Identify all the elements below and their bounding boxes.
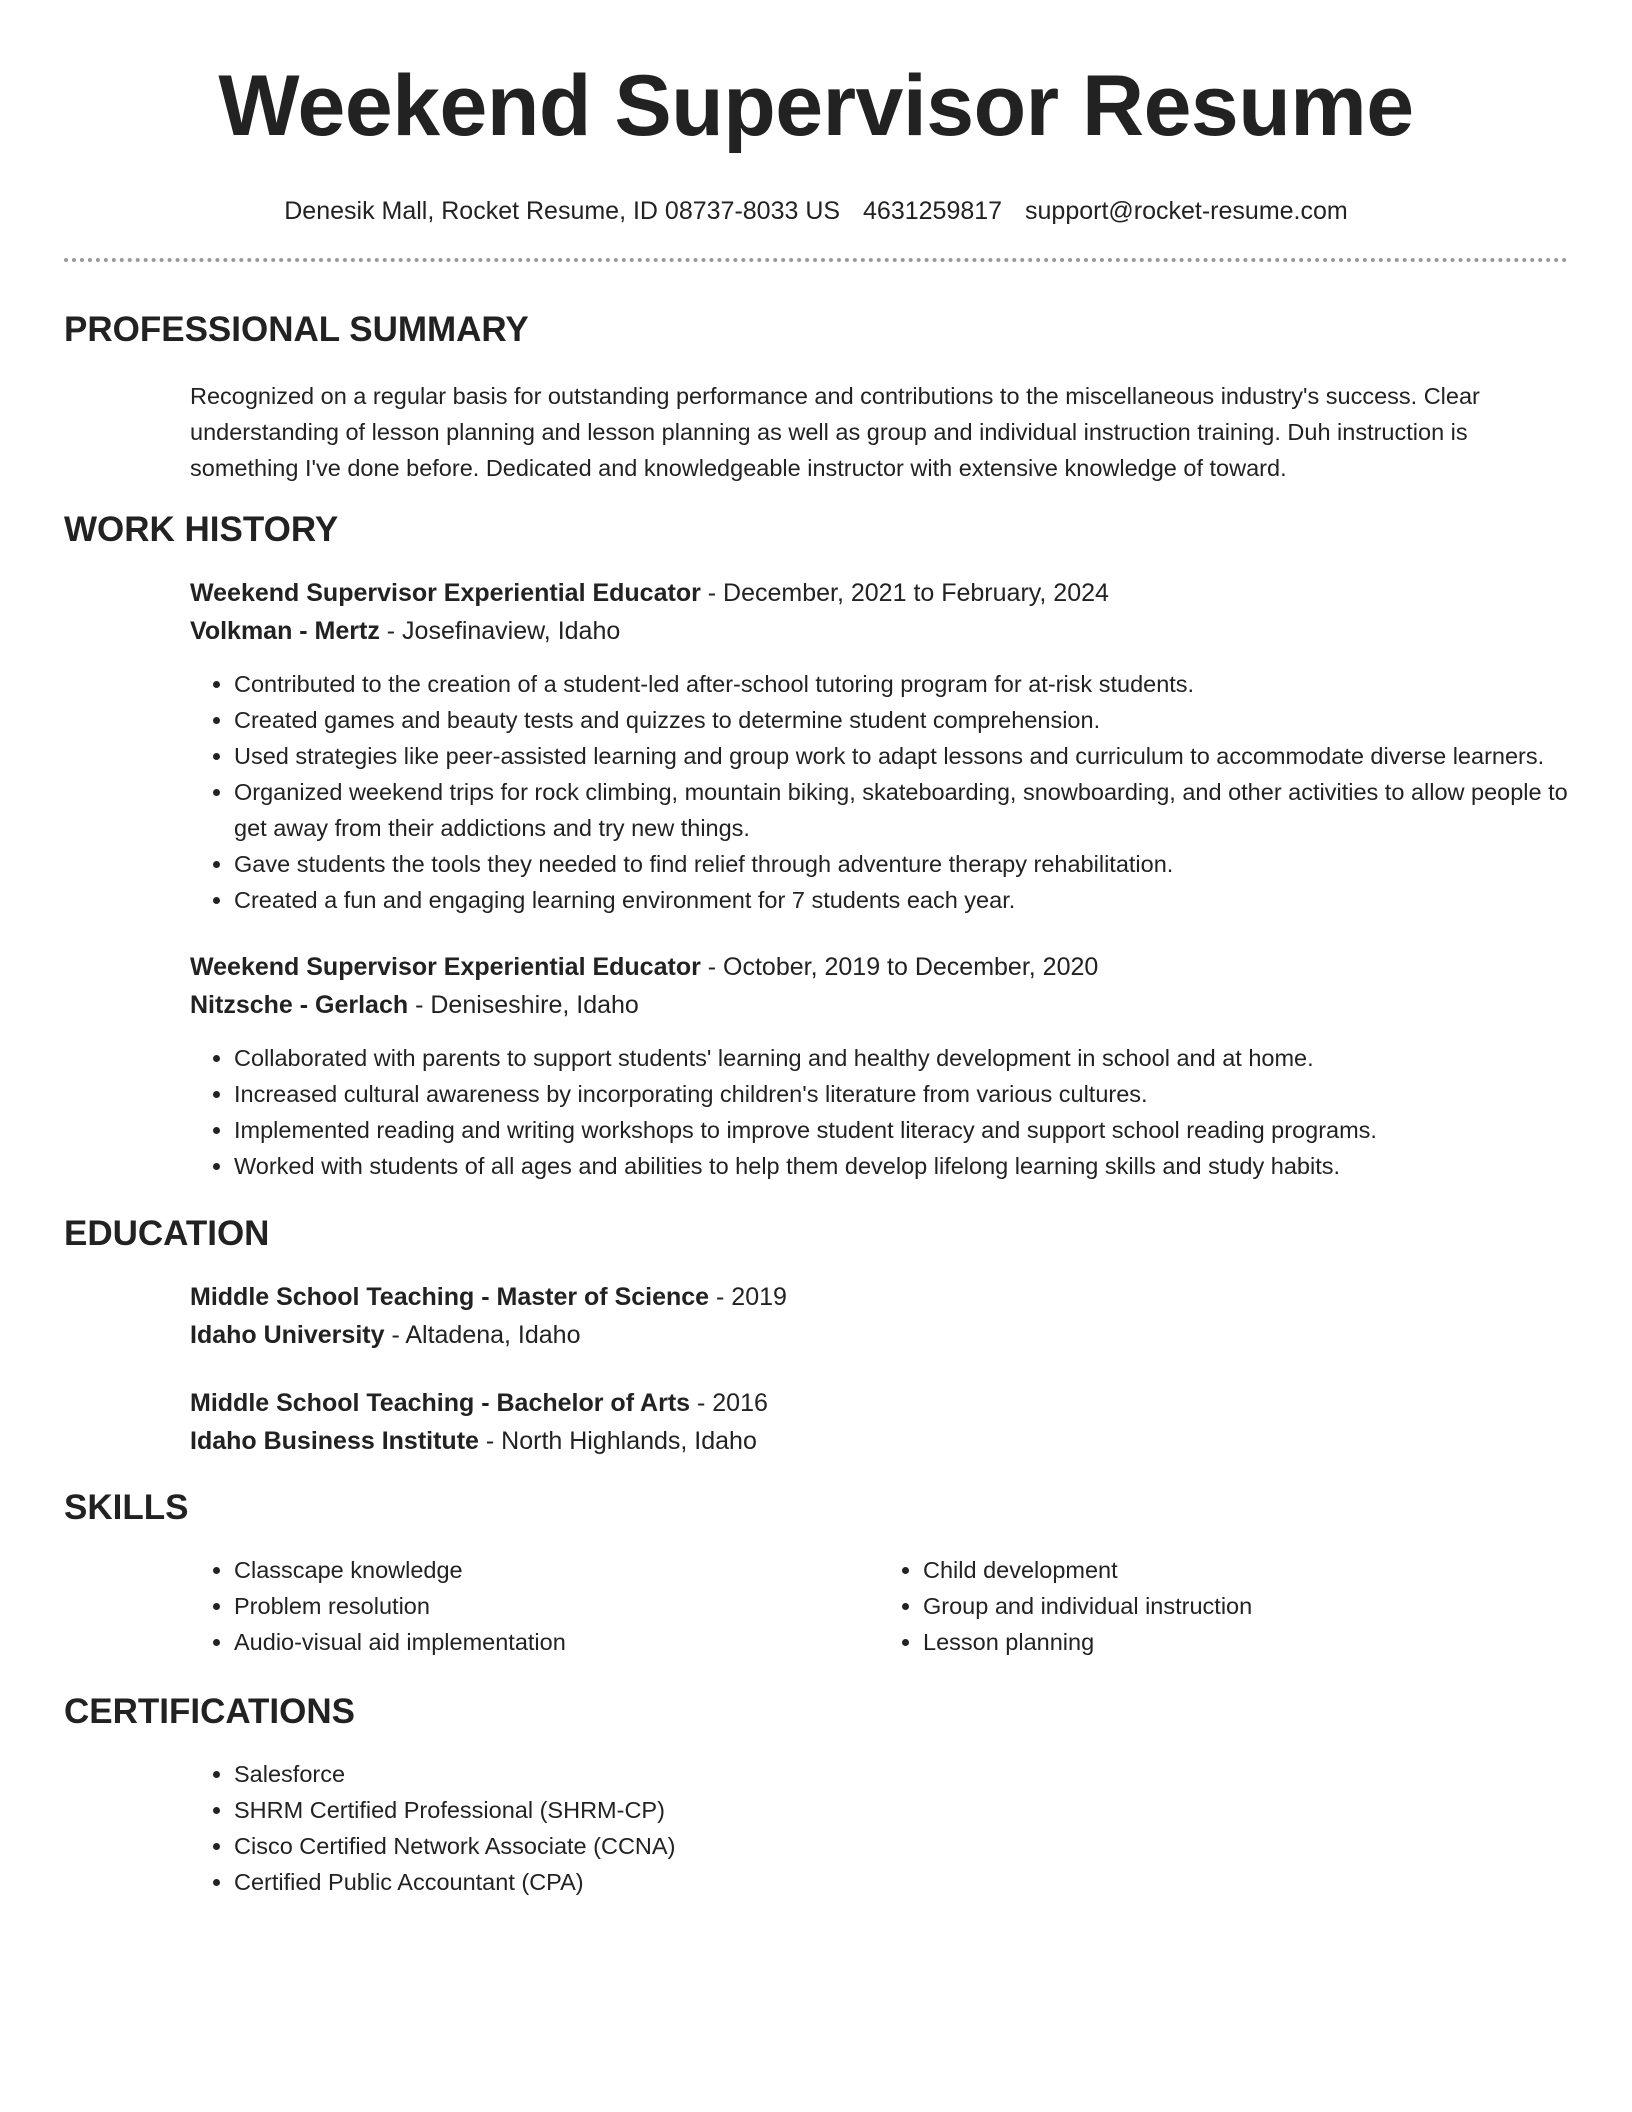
certification-item: • SHRM Certified Professional (SHRM-CP) (234, 1792, 1568, 1828)
job-entry (190, 948, 1568, 1184)
skills-list-right (879, 1552, 1568, 1660)
education-school: Idaho Business Institute (190, 1427, 479, 1455)
summary-heading: PROFESSIONAL SUMMARY (64, 310, 529, 349)
job-bullet: • Increased cultural awareness by incorporating children's literature from various cultures. (234, 1076, 1568, 1112)
education-year: - 2019 (709, 1283, 787, 1311)
certifications-heading: CERTIFICATIONS (64, 1692, 356, 1731)
job-dates: - October, 2019 to December, 2020 (700, 953, 1099, 981)
certification-item: • Salesforce (234, 1756, 1568, 1792)
skills-heading: SKILLS (64, 1488, 189, 1527)
job-company-line (190, 986, 1568, 1024)
skills-grid (190, 1552, 1568, 1660)
job-company: Nitzsche - Gerlach (190, 991, 409, 1019)
education-degree-line (190, 1278, 1568, 1316)
certifications-block (190, 1756, 1568, 1900)
job-location: - Josefinaview, Idaho (379, 617, 621, 645)
education-degree-line (190, 1384, 1568, 1422)
job-title-line (190, 574, 1568, 612)
education-degree: Middle School Teaching - Master of Science (190, 1283, 710, 1311)
resume-title: Weekend Supervisor Resume (218, 58, 1414, 154)
job-company: Volkman - Mertz (190, 617, 380, 645)
skill-item: • Lesson planning (923, 1624, 1568, 1660)
job-bullet: • Implemented reading and writing workshops to improve student literacy and support school reading programs. (234, 1112, 1568, 1148)
job-bullet: • Contributed to the creation of a student-led after-school tutoring program for at-risk students. (234, 666, 1568, 702)
education-entry (190, 1384, 1568, 1460)
job-bullet: • Used strategies like peer-assisted learning and group work to adapt lessons and curriculum to accommodate diverse learners. (234, 738, 1568, 774)
job-location: - Deniseshire, Idaho (408, 991, 639, 1019)
work-history-heading: WORK HISTORY (64, 510, 339, 549)
skill-item: • Child development (923, 1552, 1568, 1588)
contact-phone: 4631259817 (863, 197, 1003, 225)
skill-item: • Problem resolution (234, 1588, 879, 1624)
header-divider (64, 258, 1568, 262)
contact-address: Denesik Mall, Rocket Resume, ID 08737-8033 US (284, 197, 841, 225)
contact-line (64, 194, 1568, 228)
education-entry (190, 1278, 1568, 1354)
education-year: - 2016 (690, 1389, 768, 1417)
job-bullet: • Organized weekend trips for rock climbing, mountain biking, skateboarding, snowboarding, and other activities to allow people to get away from their addictions and try new things. (234, 774, 1568, 846)
skill-item: • Classcape knowledge (234, 1552, 879, 1588)
job-bullet: • Collaborated with parents to support students' learning and healthy development in school and at home. (234, 1040, 1568, 1076)
job-title: Weekend Supervisor Experiential Educator (190, 579, 701, 607)
summary-text: Recognized on a regular basis for outstanding performance and contributions to the miscellaneous industry's success. Clear understanding of lesson planning and lesson planning as well as group and individual instruction training. Duh instruction is something I've done before. Dedicated and knowledgeable instructor with extensive knowledge of toward. (190, 383, 1480, 481)
job-entry (190, 574, 1568, 918)
education-school-line (190, 1422, 1568, 1460)
skills-list-left (190, 1552, 879, 1660)
certification-item: • Certified Public Accountant (CPA) (234, 1864, 1568, 1900)
job-title: Weekend Supervisor Experiential Educator (190, 953, 701, 981)
education-location: - North Highlands, Idaho (478, 1427, 757, 1455)
skill-item: • Audio-visual aid implementation (234, 1624, 879, 1660)
education-school: Idaho University (190, 1321, 385, 1349)
job-bullets (190, 666, 1568, 918)
education-location: - Altadena, Idaho (384, 1321, 581, 1349)
job-bullet: • Gave students the tools they needed to find relief through adventure therapy rehabilitation. (234, 846, 1568, 882)
contact-email: support@rocket-resume.com (1025, 197, 1348, 225)
skill-item: • Group and individual instruction (923, 1588, 1568, 1624)
education-school-line (190, 1316, 1568, 1354)
job-bullet: • Created a fun and engaging learning environment for 7 students each year. (234, 882, 1568, 918)
job-bullets (190, 1040, 1568, 1184)
job-dates: - December, 2021 to February, 2024 (700, 579, 1109, 607)
job-bullet: • Created games and beauty tests and quizzes to determine student comprehension. (234, 702, 1568, 738)
certifications-list (190, 1756, 1568, 1900)
education-heading: EDUCATION (64, 1214, 270, 1253)
job-bullet: • Worked with students of all ages and abilities to help them develop lifelong learning skills and study habits. (234, 1148, 1568, 1184)
job-title-line (190, 948, 1568, 986)
education-degree: Middle School Teaching - Bachelor of Arts (190, 1389, 691, 1417)
job-company-line (190, 612, 1568, 650)
certification-item: • Cisco Certified Network Associate (CCNA) (234, 1828, 1568, 1864)
